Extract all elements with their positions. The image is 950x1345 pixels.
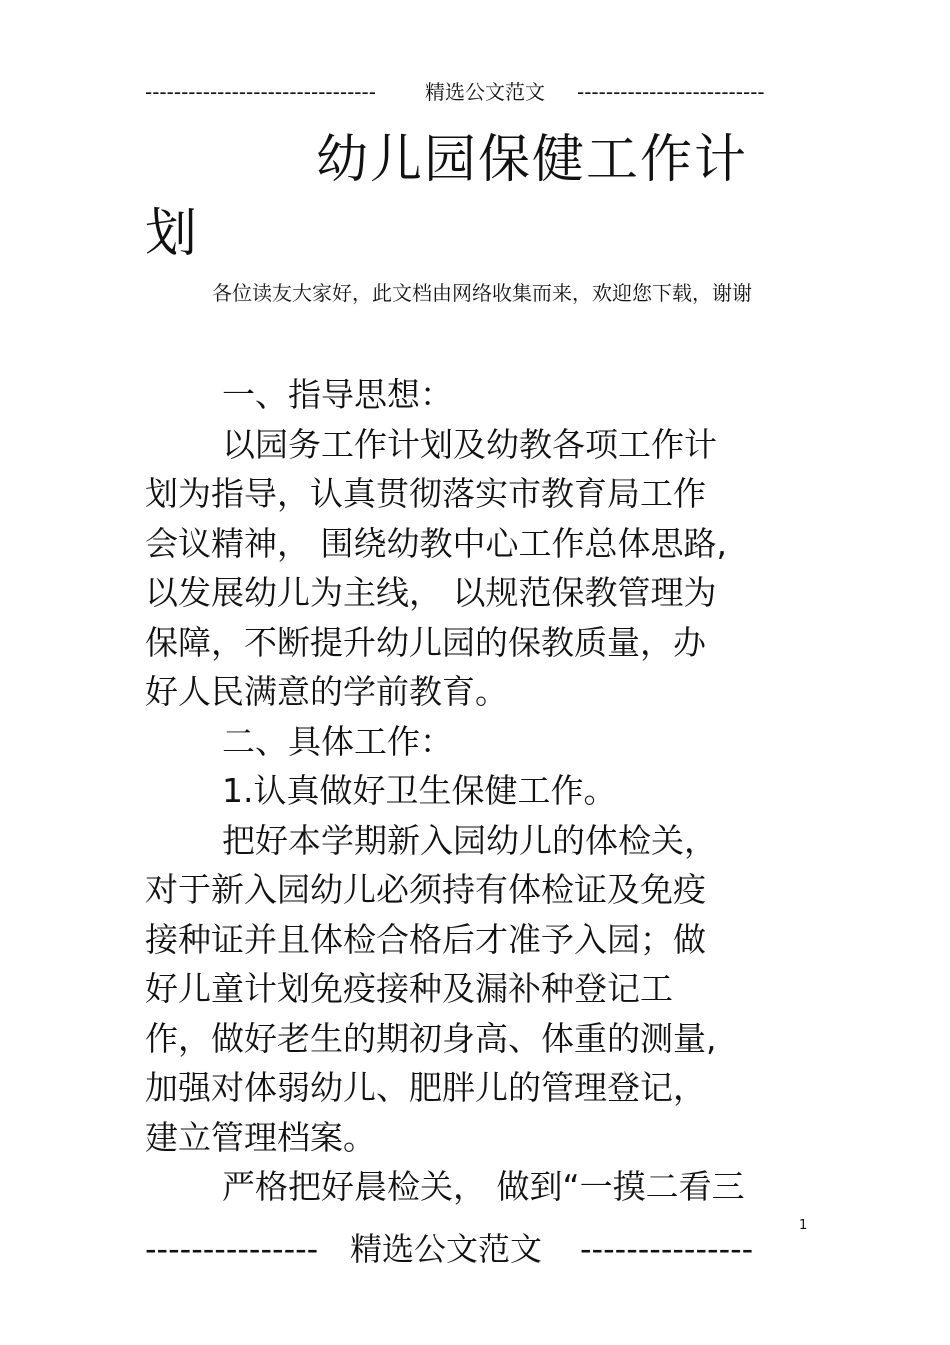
document-title-line-2: 划 xyxy=(145,204,198,264)
header-label: 精选公文范文 xyxy=(425,80,545,104)
paragraph-line: 以园务工作计划及幼教各项工作计 xyxy=(222,424,717,464)
subsection-heading-hygiene: 1.认真做好卫生保健工作。 xyxy=(222,771,617,810)
footer-dashes-right: --------------- xyxy=(580,1230,754,1268)
paragraph-line: 以发展幼儿为主线， 以规范保教管理为 xyxy=(145,573,717,612)
paragraph-line: 划为指导，认真贯彻落实市教育局工作 xyxy=(145,474,706,513)
intro-note: 各位读友大家好，此文档由网络收集而来，欢迎您下载，谢谢 xyxy=(212,281,752,305)
paragraph-line: 把好本学期新入园幼儿的体检关， xyxy=(222,820,717,860)
page-number: 1 xyxy=(799,1218,808,1233)
paragraph-line: 好儿童计划免疫接种及漏补种登记工 xyxy=(145,969,673,1008)
section-heading-guiding-thought: 一、指导思想： xyxy=(222,375,453,414)
paragraph-line: 好人民满意的学前教育。 xyxy=(145,672,508,711)
paragraph-line: 接种证并且体检合格后才准予入园；做 xyxy=(145,919,706,959)
paragraph-line: 作，做好老生的期初身高、体重的测量, xyxy=(145,1018,717,1058)
document-title-line-1: 幼儿园保健工作计 xyxy=(316,130,749,190)
paragraph-line: 会议精神， 围绕幼教中心工作总体思路, xyxy=(145,523,727,563)
section-heading-specific-work: 二、具体工作： xyxy=(222,721,453,761)
header-dashes-right: -------------------------- xyxy=(577,80,765,104)
paragraph-line: 保障，不断提升幼儿园的保教质量，办 xyxy=(145,622,706,662)
paragraph-line: 严格把好晨检关， 做到“一摸二看三 xyxy=(222,1167,745,1206)
paragraph-line: 建立管理档案。 xyxy=(145,1117,376,1157)
footer-dashes-left: --------------- xyxy=(145,1230,319,1268)
paragraph-line: 对于新入园幼儿必须持有体检证及免疫 xyxy=(145,870,706,909)
paragraph-line: 加强对体弱幼儿、肥胖儿的管理登记， xyxy=(145,1068,706,1107)
footer-label: 精选公文范文 xyxy=(350,1230,543,1268)
header-dashes-left: -------------------------------- xyxy=(145,80,376,104)
body-text xyxy=(145,370,805,1212)
